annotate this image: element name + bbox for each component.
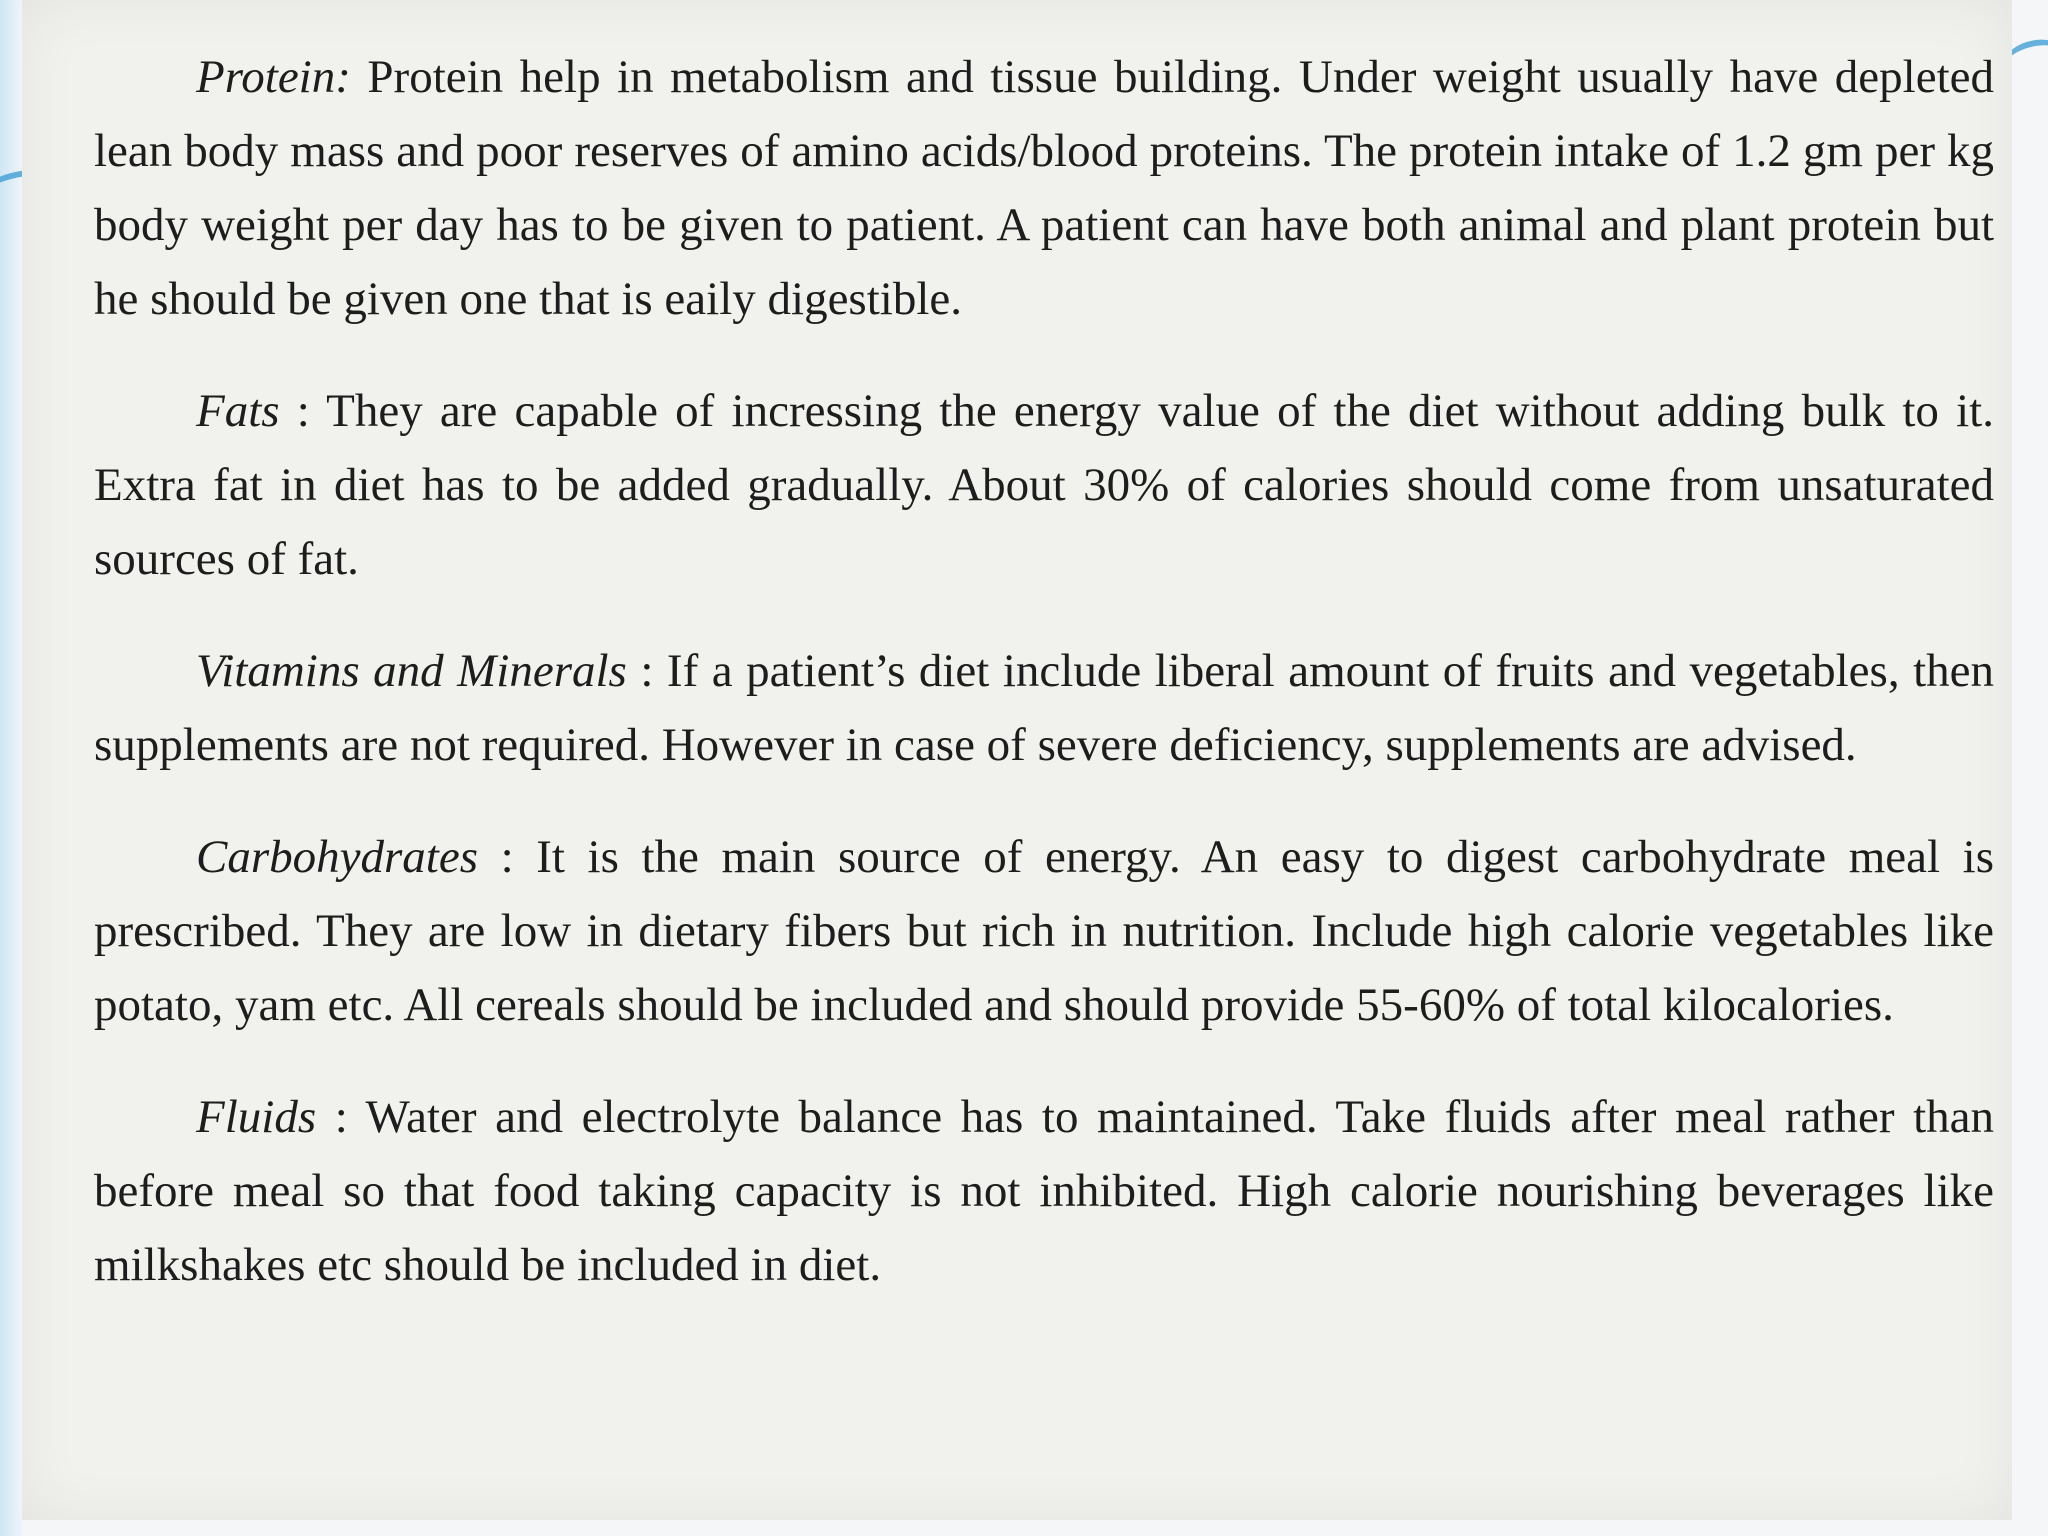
body-vitamins-minerals: : If a patient’s diet include liberal amount of fruits and vegetables, then supplements are not required. However in case of severe deficiency, supplements are advised. bbox=[94, 645, 1995, 771]
document-body bbox=[94, 40, 1994, 1340]
body-fluids: : Water and electrolyte balance has to maintained. Take fluids after meal rather than before meal so that food taking capacity is not inhibited. High calorie nourishing beverages like milkshakes etc should be included in diet. bbox=[94, 1091, 1994, 1291]
paragraph-vitamins-minerals bbox=[94, 634, 1994, 782]
scanned-page bbox=[22, 0, 2012, 1520]
body-protein: Protein help in metabolism and tissue building. Under weight usually have depleted lean body mass and poor reserves of amino acids/blood proteins. The protein intake of 1.2 gm per kg body weight per day has to be given to patient. A patient can have both animal and plant protein but he should be given one that is eaily digestible. bbox=[94, 51, 1994, 325]
body-carbohydrates: : It is the main source of energy. An easy to digest carbohydrate meal is prescribed. They are low in dietary fibers but rich in nutrition. Include high calorie vegetables like potato, yam etc. All cereals should be included and should provide 55-60% of total kilocalories. bbox=[94, 831, 1994, 1031]
paragraph-fluids bbox=[94, 1080, 1994, 1302]
heading-vitamins-minerals: Vitamins and Minerals bbox=[196, 645, 627, 697]
paragraph-carbohydrates bbox=[94, 820, 1994, 1042]
heading-protein: Protein: bbox=[196, 51, 351, 103]
paragraph-fats bbox=[94, 374, 1994, 596]
paragraph-protein bbox=[94, 40, 1994, 336]
heading-fats: Fats bbox=[196, 385, 280, 437]
heading-carbohydrates: Carbohydrates bbox=[196, 831, 478, 883]
heading-fluids: Fluids bbox=[196, 1091, 317, 1143]
body-fats: : They are capable of incressing the energy value of the diet without adding bulk to it. Extra fat in diet has to be added gradually. About 30% of calories should come from unsaturated sources of fat. bbox=[94, 385, 1994, 585]
